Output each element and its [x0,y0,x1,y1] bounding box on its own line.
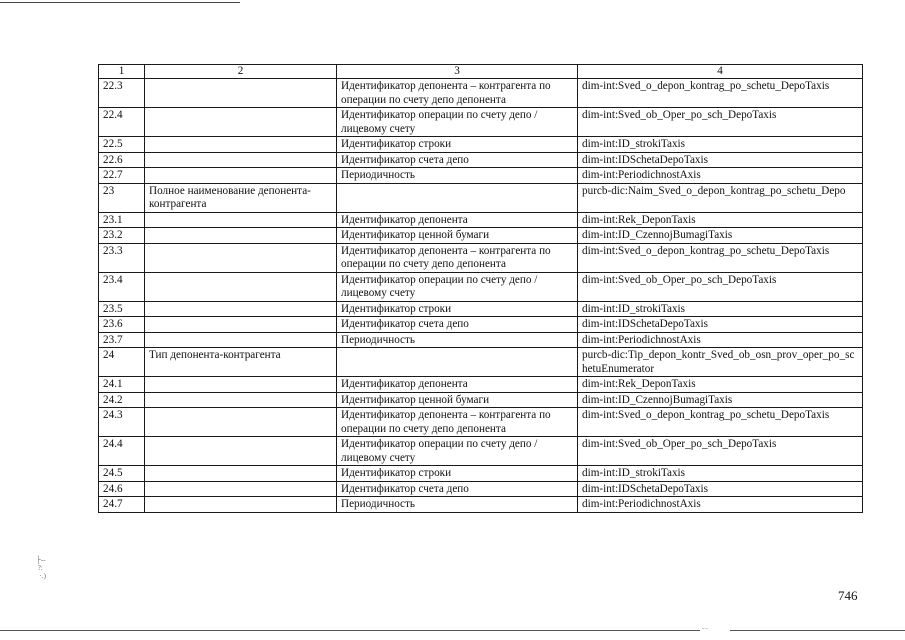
cell-description [337,348,578,377]
bottom-rule-left [0,630,700,631]
cell-description [337,183,578,212]
margin-mark: ├-- ?: ·.) [36,556,46,580]
cell-number: 24.6 [99,481,145,497]
cell-name [145,437,337,466]
cell-description: Идентификатор депонента – контрагента по операции по счету депо депонента [337,243,578,272]
table-row [99,212,863,228]
cell-code: dim-int:Sved_o_depon_kontrag_po_schetu_DepoTaxis [578,243,863,272]
cell-description: Идентификатор депонента [337,212,578,228]
cell-number: 22.7 [99,168,145,184]
table-row [99,183,863,212]
cell-description: Идентификатор операции по счету депо / лицевому счету [337,272,578,301]
bottom-rule-right [730,630,905,631]
cell-name [145,497,337,513]
cell-number: 24 [99,348,145,377]
cell-name: Тип депонента-контрагента [145,348,337,377]
data-table [98,64,863,513]
cell-code: dim-int:Sved_o_depon_kontrag_po_schetu_DepoTaxis [578,79,863,108]
cell-code: dim-int:PeriodichnostAxis [578,168,863,184]
cell-code: dim-int:PeriodichnostAxis [578,332,863,348]
table-row [99,497,863,513]
cell-code: dim-int:PeriodichnostAxis [578,497,863,513]
cell-number: 23.7 [99,332,145,348]
table-row [99,408,863,437]
cell-number: 23.3 [99,243,145,272]
cell-number: 23.4 [99,272,145,301]
cell-number: 23 [99,183,145,212]
table-row [99,392,863,408]
header-col-2: 2 [145,65,337,79]
cell-code: purcb-dic:Naim_Sved_o_depon_kontrag_po_schetu_Depo [578,183,863,212]
cell-description: Идентификатор счета депо [337,317,578,333]
cell-description: Идентификатор депонента – контрагента по операции по счету депо депонента [337,408,578,437]
cell-code: dim-int:Sved_ob_Oper_po_sch_DepoTaxis [578,108,863,137]
cell-name [145,392,337,408]
cell-description: Идентификатор ценной бумаги [337,392,578,408]
cell-description: Идентификатор строки [337,137,578,153]
cell-description: Идентификатор депонента [337,377,578,393]
table-row [99,152,863,168]
table-row [99,348,863,377]
scan-mark: -·- [702,626,708,632]
cell-number: 23.5 [99,301,145,317]
cell-name [145,408,337,437]
cell-number: 22.3 [99,79,145,108]
cell-number: 22.4 [99,108,145,137]
table-row [99,466,863,482]
cell-description: Идентификатор строки [337,466,578,482]
cell-code: dim-int:ID_CzennojBumagiTaxis [578,392,863,408]
page-number: 746 [838,588,858,603]
table-row [99,301,863,317]
cell-name [145,243,337,272]
cell-name [145,137,337,153]
cell-description: Идентификатор счета депо [337,152,578,168]
table-row [99,481,863,497]
cell-description: Идентификатор счета депо [337,481,578,497]
table-row [99,243,863,272]
table-header-row [99,65,863,79]
cell-code: dim-int:ID_strokiTaxis [578,466,863,482]
cell-code: dim-int:ID_CzennojBumagiTaxis [578,228,863,244]
table-row [99,332,863,348]
cell-code: purcb-dic:Tip_depon_kontr_Sved_ob_osn_prov_oper_po_schetuEnumerator [578,348,863,377]
cell-name [145,272,337,301]
cell-description: Периодичность [337,332,578,348]
cell-code: dim-int:IDSchetaDepoTaxis [578,317,863,333]
cell-number: 24.3 [99,408,145,437]
table-row [99,317,863,333]
table-row [99,272,863,301]
header-col-1: 1 [99,65,145,79]
cell-name [145,332,337,348]
cell-name [145,212,337,228]
cell-name: Полное наименование депонента-контрагента [145,183,337,212]
top-rule [0,2,240,3]
cell-number: 22.6 [99,152,145,168]
cell-number: 24.2 [99,392,145,408]
cell-code: dim-int:Rek_DeponTaxis [578,377,863,393]
cell-name [145,228,337,244]
cell-number: 23.2 [99,228,145,244]
cell-code: dim-int:Rek_DeponTaxis [578,212,863,228]
cell-description: Идентификатор депонента – контрагента по операции по счету депо депонента [337,79,578,108]
cell-number: 22.5 [99,137,145,153]
cell-code: dim-int:Sved_ob_Oper_po_sch_DepoTaxis [578,272,863,301]
cell-name [145,377,337,393]
cell-name [145,79,337,108]
cell-description: Идентификатор ценной бумаги [337,228,578,244]
cell-description: Идентификатор строки [337,301,578,317]
cell-name [145,317,337,333]
cell-number: 24.7 [99,497,145,513]
cell-number: 24.4 [99,437,145,466]
cell-number: 23.1 [99,212,145,228]
header-col-3: 3 [337,65,578,79]
cell-name [145,481,337,497]
cell-code: dim-int:IDSchetaDepoTaxis [578,152,863,168]
table-row [99,137,863,153]
cell-number: 24.1 [99,377,145,393]
cell-code: dim-int:Sved_o_depon_kontrag_po_schetu_DepoTaxis [578,408,863,437]
cell-name [145,108,337,137]
table-body [99,65,863,513]
cell-name [145,152,337,168]
table-row [99,228,863,244]
table-row [99,437,863,466]
cell-name [145,301,337,317]
table-row [99,79,863,108]
cell-number: 24.5 [99,466,145,482]
cell-name [145,466,337,482]
cell-description: Идентификатор операции по счету депо / лицевому счету [337,437,578,466]
cell-name [145,168,337,184]
cell-description: Периодичность [337,497,578,513]
table-row [99,377,863,393]
cell-code: dim-int:ID_strokiTaxis [578,137,863,153]
header-col-4: 4 [578,65,863,79]
table-row [99,168,863,184]
cell-code: dim-int:Sved_ob_Oper_po_sch_DepoTaxis [578,437,863,466]
cell-description: Периодичность [337,168,578,184]
cell-code: dim-int:IDSchetaDepoTaxis [578,481,863,497]
cell-number: 23.6 [99,317,145,333]
cell-code: dim-int:ID_strokiTaxis [578,301,863,317]
cell-description: Идентификатор операции по счету депо / лицевому счету [337,108,578,137]
table-row [99,108,863,137]
